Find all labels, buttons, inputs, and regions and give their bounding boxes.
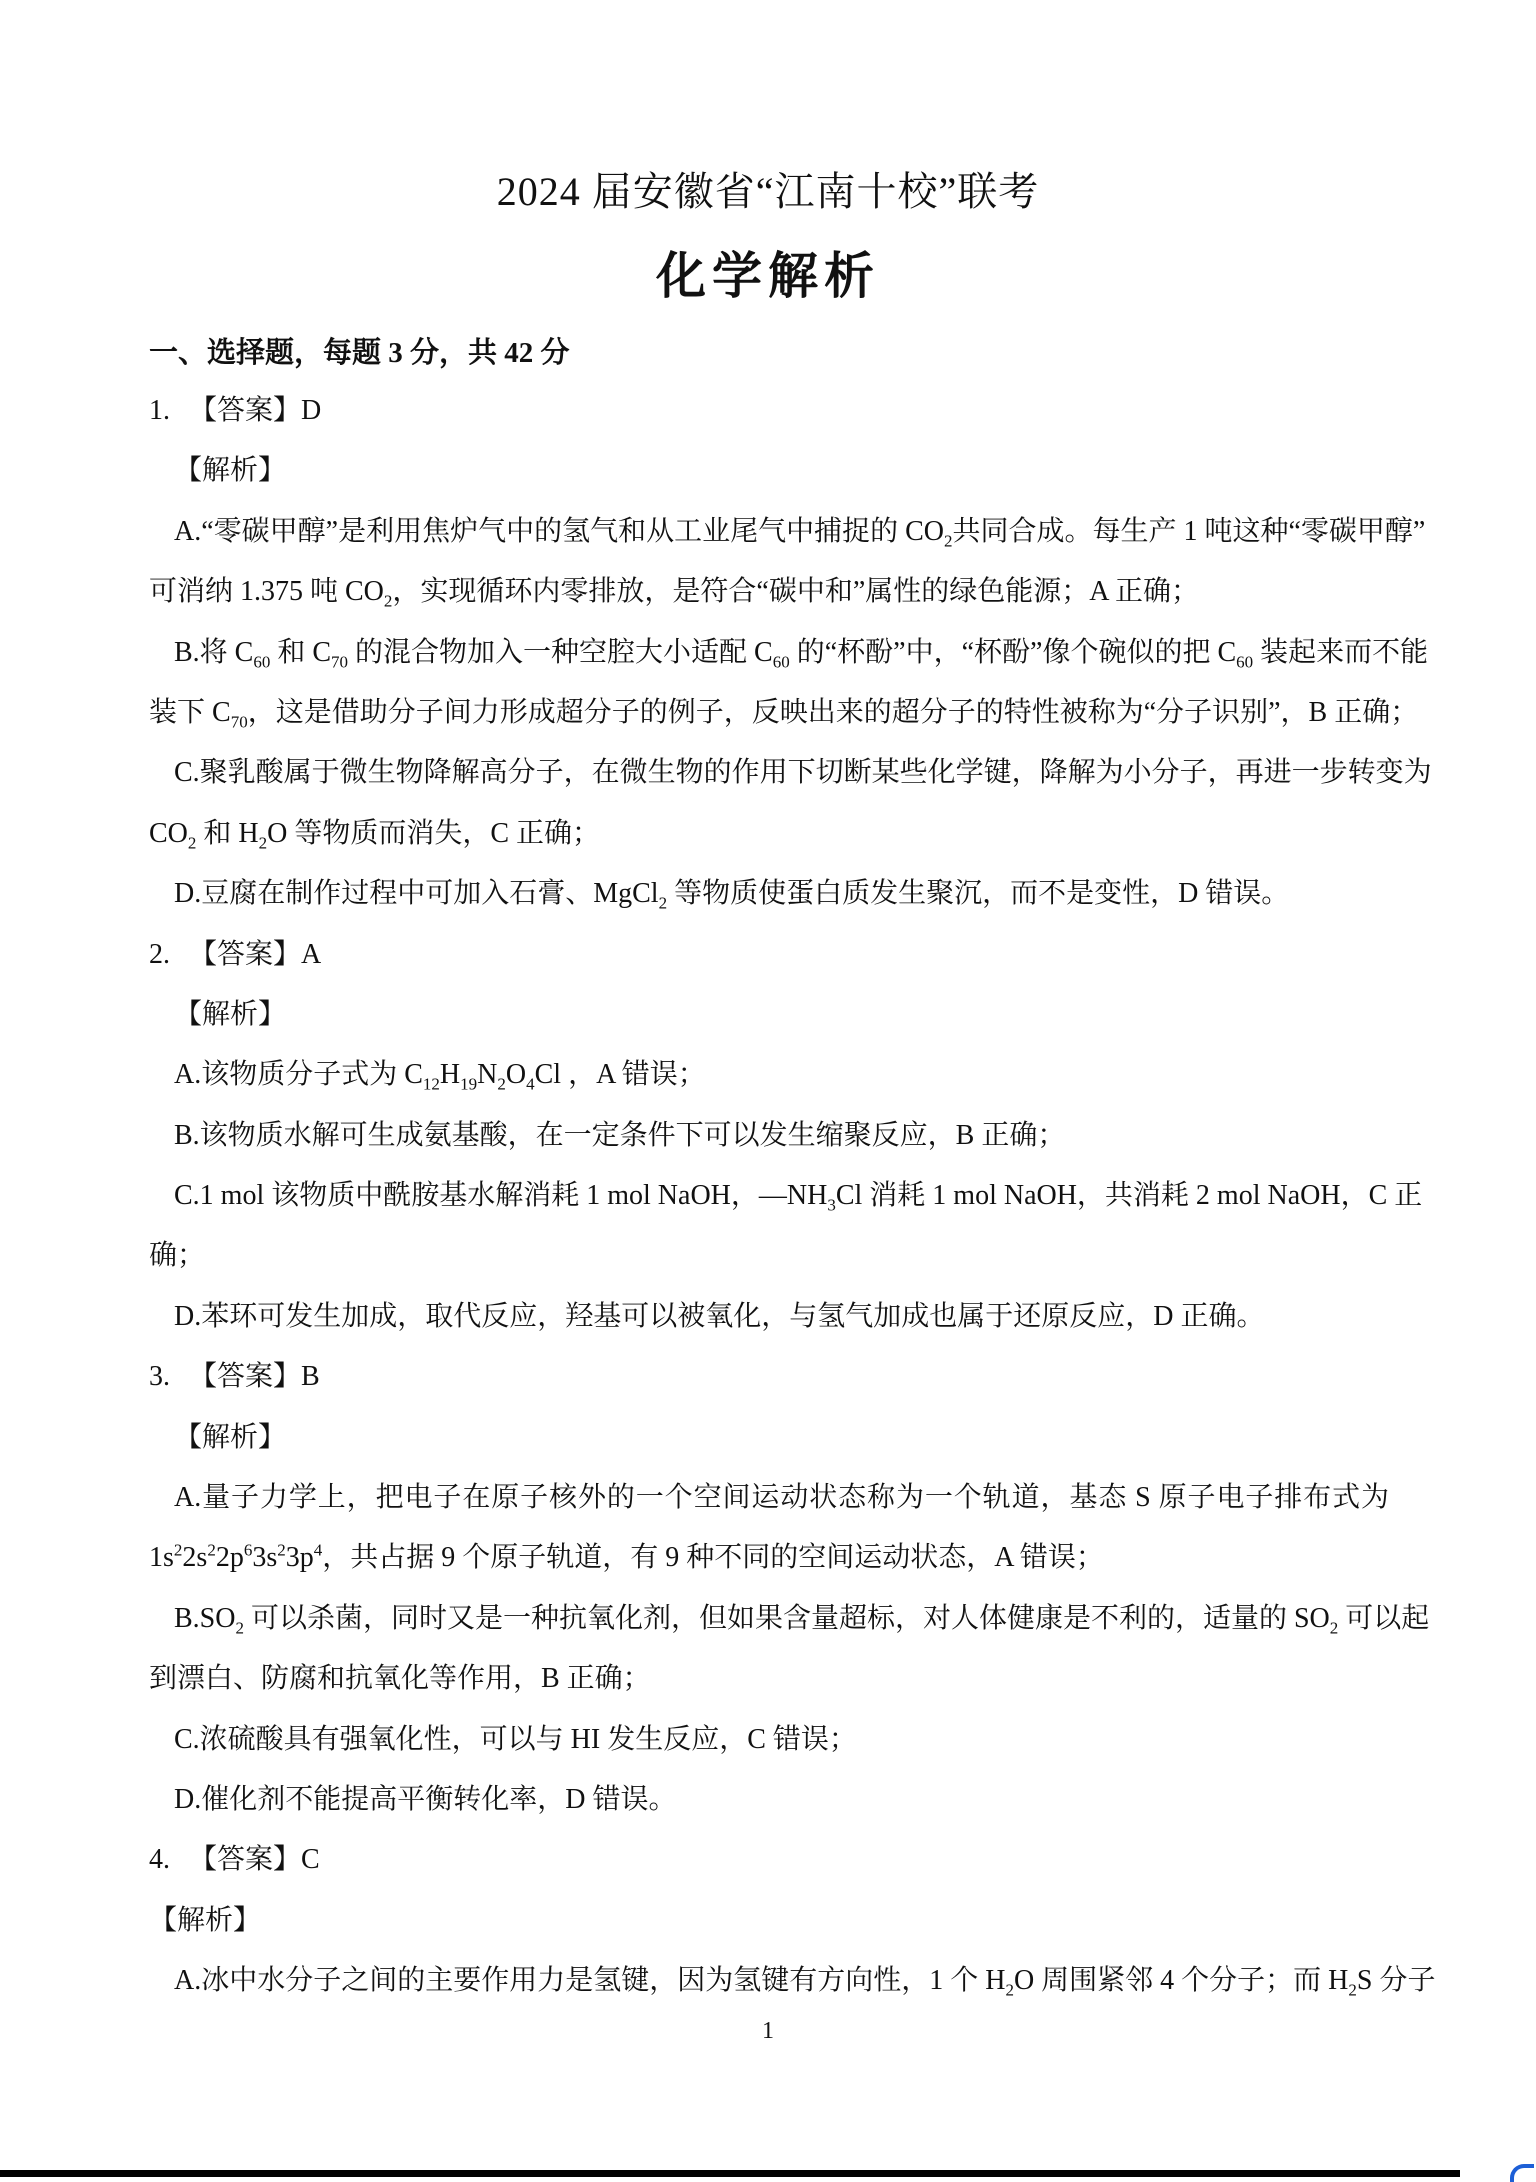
text-run: CO bbox=[149, 817, 188, 849]
subscript: 2 bbox=[497, 1074, 506, 1094]
scan-edge-bar bbox=[0, 2170, 1460, 2177]
text-run: 和 H bbox=[196, 817, 259, 849]
text-run: 1s bbox=[149, 1542, 174, 1574]
text-run: A.量子力学上，把电子在原子核外的一个空间运动状态称为一个轨道，基态 S 原子电子排布式为 bbox=[174, 1482, 1389, 1514]
answer-line bbox=[0, 925, 1536, 985]
subscript: 70 bbox=[331, 652, 349, 672]
answer-line bbox=[0, 381, 1536, 441]
text-run: C.浓硫酸具有强氧化性，可以与 HI 发生反应，C 错误； bbox=[174, 1723, 857, 1755]
text-run: A.该物质分子式为 C bbox=[174, 1059, 423, 1091]
option-explanation bbox=[174, 864, 1389, 924]
text-run: 装下 C bbox=[149, 696, 231, 728]
text-run: 等物质使蛋白质发生聚沉，而不是变性，D 错误。 bbox=[667, 878, 1290, 910]
document-subtitle: 化学解析 bbox=[656, 248, 880, 304]
text-run: S 分子 bbox=[1356, 1965, 1436, 1997]
subscript: 2 bbox=[658, 893, 668, 913]
text-run: 的混合物加入一种空腔大小适配 C bbox=[348, 636, 773, 668]
text-run: A.冰中水分子之间的主要作用力是氢键，因为氢键有方向性，1 个 H bbox=[174, 1965, 1006, 1997]
analysis-label: 【解析】 bbox=[174, 998, 287, 1030]
explanation-continuation bbox=[149, 1528, 1389, 1588]
text-run: 共同合成。每生产 1 吨这种“零碳甲醇” bbox=[952, 515, 1426, 547]
subscript: 2 bbox=[235, 1618, 244, 1638]
text-run: D.催化剂不能提高平衡转化率，D 错误。 bbox=[174, 1783, 677, 1815]
subscript: 70 bbox=[230, 712, 248, 732]
superscript: 2 bbox=[277, 1541, 286, 1561]
superscript: 6 bbox=[243, 1541, 253, 1561]
document-title: 2024 届安徽省“江南十校”联考 bbox=[496, 169, 1040, 214]
scan-edge-mark bbox=[1510, 2164, 1534, 2182]
explanation-continuation bbox=[149, 804, 1389, 864]
option-explanation bbox=[174, 1710, 1389, 1770]
subscript: 19 bbox=[460, 1074, 478, 1094]
option-explanation bbox=[174, 1770, 1389, 1830]
page-number: 1 bbox=[762, 2018, 774, 2044]
text-run: 2p bbox=[215, 1542, 244, 1574]
explanation-continuation bbox=[149, 1649, 1389, 1709]
question-number: 4. bbox=[149, 1844, 170, 1876]
explanation-continuation bbox=[149, 562, 1389, 622]
text-run: C.聚乳酸属于微生物降解高分子，在微生物的作用下切断某些化学键，降解为小分子，再进一步转变为 bbox=[174, 757, 1432, 789]
option-explanation bbox=[174, 1166, 1423, 1226]
question-number: 1. bbox=[149, 395, 170, 426]
option-explanation bbox=[174, 1951, 1436, 2011]
text-run: 到漂白、防腐和抗氧化等作用，B 正确； bbox=[149, 1663, 651, 1695]
section-heading: 一、选择题，每题 3 分，共 42 分 bbox=[149, 337, 570, 369]
question-number: 3. bbox=[149, 1361, 170, 1393]
text-run: ，共占据 9 个原子轨道，有 9 种不同的空间运动状态，A 错误； bbox=[322, 1542, 1104, 1574]
text-run: Cl 消耗 1 mol NaOH，共消耗 2 mol NaOH，C 正 bbox=[835, 1180, 1423, 1212]
text-run: O 等物质而消失，C 正确； bbox=[267, 817, 601, 849]
text-run: 的“杯酚”中，“杯酚”像个碗似的把 C bbox=[789, 636, 1237, 668]
text-run: D.豆腐在制作过程中可加入石膏、MgCl bbox=[174, 878, 659, 910]
text-run: H bbox=[439, 1059, 461, 1091]
option-explanation bbox=[174, 743, 1432, 803]
text-run: O bbox=[505, 1059, 527, 1091]
subscript: 2 bbox=[1348, 1980, 1357, 2000]
text-run: D.苯环可发生加成，取代反应，羟基可以被氧化，与氢气加成也属于还原反应，D 正确。 bbox=[174, 1300, 1265, 1332]
text-run: Cl ，A 错误； bbox=[534, 1059, 706, 1091]
option-explanation bbox=[174, 1106, 1389, 1166]
option-explanation bbox=[174, 1287, 1389, 1347]
option-explanation bbox=[174, 1589, 1430, 1649]
text-run: ，实现循环内零排放，是符合“碳中和”属性的绿色能源；A 正确； bbox=[392, 576, 1199, 608]
subscript: 2 bbox=[258, 833, 268, 853]
text-run: 确； bbox=[149, 1240, 206, 1272]
superscript: 4 bbox=[313, 1541, 323, 1561]
text-run: 3p bbox=[285, 1542, 314, 1574]
answer-label: 【答案】C bbox=[189, 1844, 320, 1876]
analysis-label: 【解析】 bbox=[174, 455, 287, 487]
text-run: 可以起 bbox=[1338, 1602, 1430, 1634]
answer-label: 【答案】D bbox=[189, 395, 322, 426]
subscript: 60 bbox=[772, 652, 790, 672]
text-run: 2s bbox=[182, 1542, 208, 1574]
option-explanation bbox=[174, 1468, 1389, 1528]
text-run: O 周围紧邻 4 个分子；而 H bbox=[1013, 1965, 1349, 1997]
answer-line bbox=[0, 1830, 1536, 1890]
subscript: 12 bbox=[422, 1074, 440, 1094]
text-run: ，这是借助分子间力形成超分子的例子，反映出来的超分子的特性被称为“分子识别”，B 正确； bbox=[247, 696, 1419, 728]
text-run: N bbox=[477, 1059, 498, 1091]
subscript: 60 bbox=[253, 652, 271, 672]
superscript: 2 bbox=[207, 1541, 216, 1561]
option-explanation bbox=[174, 623, 1429, 683]
question-number: 2. bbox=[149, 938, 170, 970]
subscript: 2 bbox=[943, 531, 953, 551]
subscript: 2 bbox=[1005, 1980, 1014, 2000]
text-run: A.“零碳甲醇”是利用焦炉气中的氢气和从工业尾气中捕捉的 CO bbox=[174, 515, 944, 547]
explanation-continuation bbox=[149, 1226, 1389, 1286]
text-run: 可以杀菌，同时又是一种抗氧化剂，但如果含量超标，对人体健康是不利的，适量的 SO bbox=[243, 1602, 1330, 1634]
text-run: 装起来而不能 bbox=[1253, 636, 1429, 668]
answer-body bbox=[0, 381, 1536, 2012]
analysis-label: 【解析】 bbox=[174, 1421, 287, 1453]
explanation-continuation bbox=[149, 683, 1419, 743]
superscript: 2 bbox=[173, 1541, 183, 1561]
option-explanation bbox=[174, 502, 1426, 562]
analysis-label: 【解析】 bbox=[149, 1904, 262, 1936]
text-run: C.1 mol 该物质中酰胺基水解消耗 1 mol NaOH，—NH bbox=[174, 1180, 828, 1212]
subscript: 2 bbox=[187, 833, 197, 853]
subscript: 2 bbox=[1329, 1618, 1339, 1638]
text-run: B.将 C bbox=[174, 636, 254, 668]
subscript: 3 bbox=[827, 1195, 836, 1215]
subscript: 4 bbox=[526, 1074, 535, 1094]
answer-line bbox=[0, 1347, 1536, 1407]
text-run: 和 C bbox=[270, 636, 332, 668]
subscript: 2 bbox=[383, 591, 393, 611]
answer-label: 【答案】A bbox=[189, 938, 322, 970]
text-run: 3s bbox=[252, 1542, 278, 1574]
text-run: 可消纳 1.375 吨 CO bbox=[149, 576, 384, 608]
subscript: 60 bbox=[1236, 652, 1254, 672]
option-explanation bbox=[174, 1045, 1389, 1105]
answer-label: 【答案】B bbox=[189, 1361, 320, 1393]
text-run: B.SO bbox=[174, 1602, 236, 1634]
text-run: B.该物质水解可生成氨基酸，在一定条件下可以发生缩聚反应，B 正确； bbox=[174, 1119, 1066, 1151]
